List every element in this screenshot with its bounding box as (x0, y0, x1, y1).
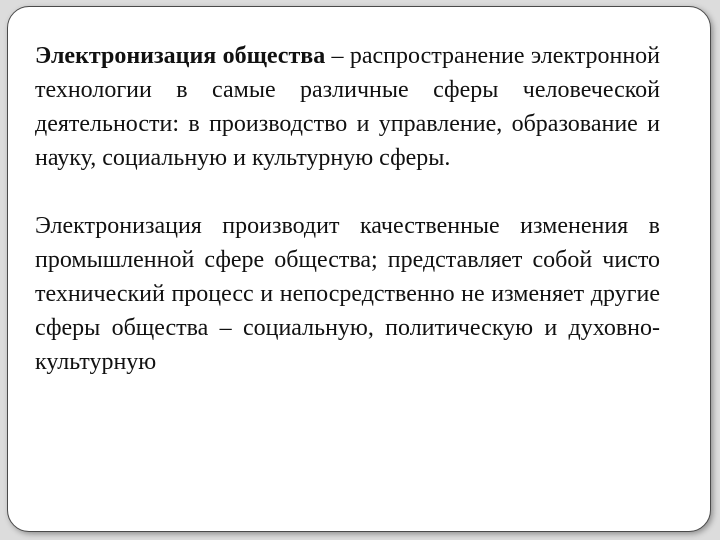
definition-paragraph (35, 39, 660, 175)
definition-text: – распространение электронной технологии в самые различные сферы человеческой деятельности: в производство и управление, образование и науку, социальную и культурную сферы. (35, 43, 660, 171)
description-paragraph: Электронизация производит качественные изменения в промышленной сфере общества; представляет собой чисто технический процесс и непосредственно не изменяет другие сферы общества – социальную, политическую и духовно-культурную (35, 213, 660, 375)
definition-term: Электронизация общества (35, 43, 326, 69)
slide-content (35, 39, 660, 379)
slide-frame (7, 6, 711, 532)
